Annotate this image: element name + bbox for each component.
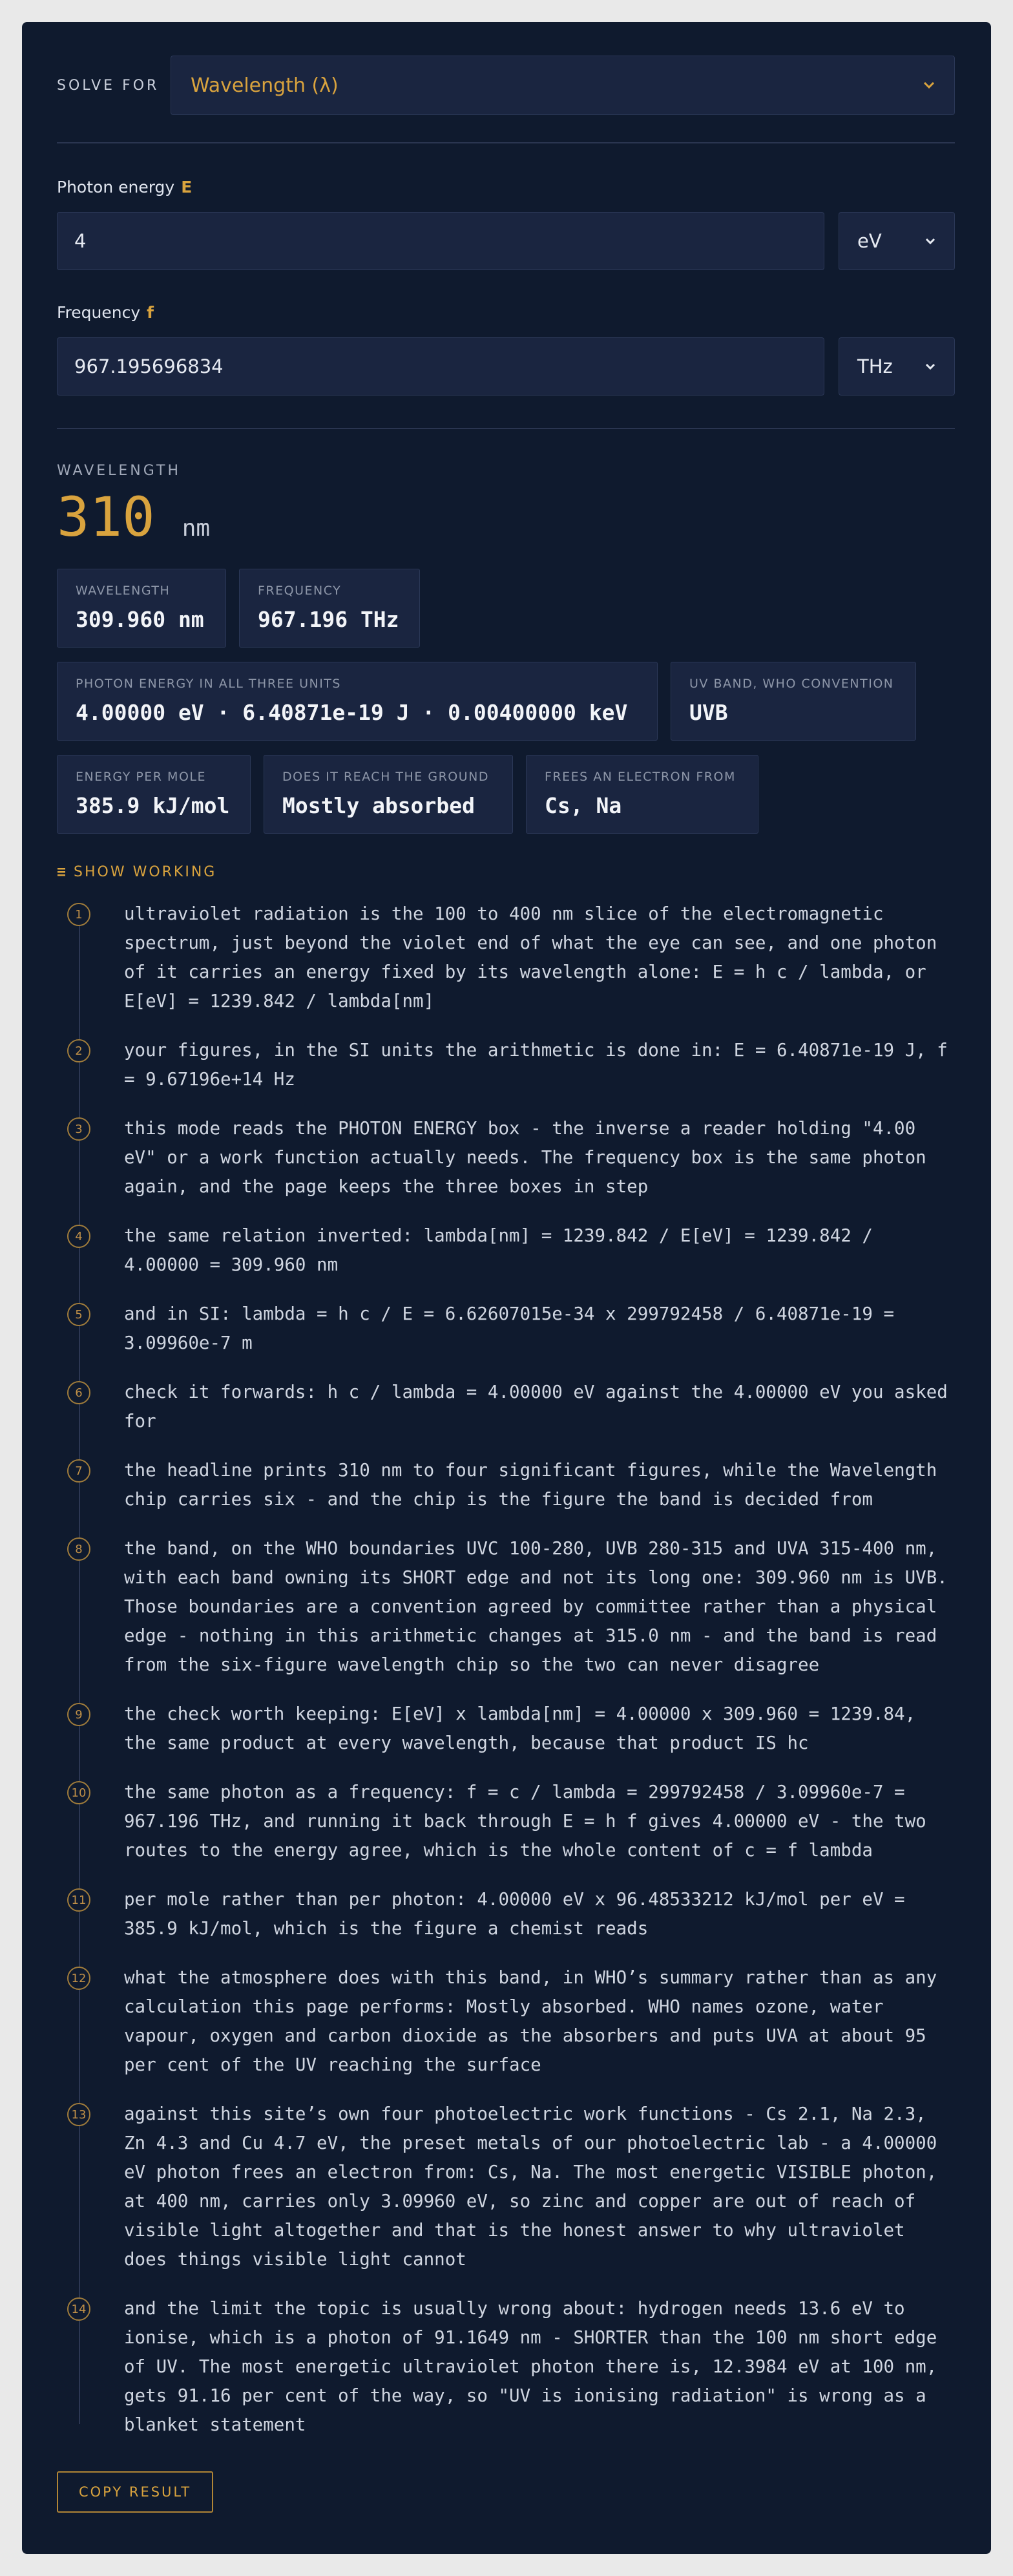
- step-number: 8: [67, 1537, 90, 1561]
- step-text: what the atmosphere does with this band, in WHO’s summary rather than as any calculation this page performs: Mostly absorbed. WHO names ozone, water vapour, oxygen and carbon dioxide as the absorbers and puts UVA at about 95 per cent of the UV reaching the surface: [124, 1967, 948, 2075]
- chip-value: Cs, Na: [545, 793, 622, 818]
- solve-for-row: [57, 56, 955, 115]
- chevron-down-icon: [919, 76, 939, 95]
- result-value: 310: [57, 485, 155, 549]
- working-step: [57, 1036, 959, 1094]
- show-working-label: SHOW WORKING: [74, 863, 217, 880]
- step-number: 14: [67, 2297, 90, 2321]
- chip-label: WAVELENGTH: [76, 584, 171, 598]
- chip-row: [57, 755, 955, 834]
- photon-energy-chip: [57, 662, 658, 741]
- working-step: [57, 1700, 955, 1758]
- photon-energy-input-row: [57, 212, 955, 270]
- step-text: and in SI: lambda = h c / E = 6.62607015e-34 x 299792458 / 6.40871e-19 = 3.09960e-7 m: [124, 1304, 905, 1353]
- working-step: [57, 1885, 955, 1943]
- chip-value: Mostly absorbed: [282, 793, 475, 818]
- working-step: [57, 1456, 955, 1514]
- step-number: 12: [67, 1967, 90, 1990]
- show-working-toggle[interactable]: [57, 862, 955, 882]
- reach-ground-chip: [264, 755, 513, 834]
- step-number: 11: [67, 1888, 90, 1912]
- photon-energy-unit-value: eV: [857, 230, 882, 252]
- step-number: 9: [67, 1703, 90, 1726]
- calculator-panel: [22, 22, 991, 2554]
- step-number: 4: [67, 1225, 90, 1248]
- chip-value: 385.9 kJ/mol: [76, 793, 230, 818]
- wavelength-chip: [57, 569, 226, 648]
- photon-energy-symbol: E: [181, 178, 193, 196]
- chevron-down-icon: [921, 231, 940, 251]
- step-text: and the limit the topic is usually wrong about: hydrogen needs 13.6 eV to ionise, which is a photon of 91.1649 nm - SHORTER than the 100 nm short edge of UV. The most energetic ultraviolet photon there is, 12.3984 eV at 100 nm, gets 91.16 per cent of the way, so "UV is ionising radiation" is wrong as a blanket statement: [124, 2298, 948, 2435]
- photon-energy-label-text: Photon energy: [57, 178, 175, 196]
- chevron-down-icon: [921, 357, 940, 376]
- chip-label: ENERGY PER MOLE: [76, 770, 206, 784]
- divider: [57, 428, 955, 429]
- frequency-label-text: Frequency: [57, 303, 141, 322]
- chip-label: PHOTON ENERGY IN ALL THREE UNITS: [76, 677, 341, 691]
- solve-for-value: Wavelength (λ): [191, 74, 339, 97]
- result-section: [57, 461, 955, 549]
- frequency-unit-select[interactable]: [839, 337, 955, 396]
- uv-band-chip: [671, 662, 916, 741]
- chip-value: 967.196 THz: [258, 607, 399, 632]
- step-text: your figures, in the SI units the arithmetic is done in: E = 6.40871e-19 J, f = 9.67196e+14 Hz: [124, 1040, 959, 1090]
- chip-value: UVB: [689, 700, 728, 725]
- working-step: [57, 1221, 955, 1280]
- frequency-input-row: [57, 337, 955, 396]
- photon-energy-group: [57, 176, 955, 270]
- step-text: the same photon as a frequency: f = c / lambda = 299792458 / 3.09960e-7 = 967.196 THz, and running it back through E = h f gives 4.00000 eV - the two routes to the energy agree, which is the whole content of c = f lambda: [124, 1782, 937, 1861]
- frequency-chip: [239, 569, 420, 648]
- step-number: 10: [67, 1781, 90, 1804]
- working-step: [57, 1378, 959, 1436]
- solve-for-select[interactable]: [171, 56, 955, 115]
- step-text: the check worth keeping: E[eV] x lambda[nm] = 4.00000 x 309.960 = 1239.84, the same product at every wavelength, because that product IS hc: [124, 1704, 926, 1753]
- chip-row: [57, 662, 955, 741]
- step-number: 3: [67, 1117, 90, 1141]
- energy-per-mole-chip: [57, 755, 251, 834]
- working-step: [57, 1300, 955, 1358]
- chip-value: 309.960 nm: [76, 607, 204, 632]
- step-text: this mode reads the PHOTON ENERGY box - the inverse a reader holding "4.00 eV" or a work function actually needs. The frequency box is the same photon again, and the page keeps the three boxes in step: [124, 1118, 937, 1197]
- copy-result-button[interactable]: COPY RESULT: [57, 2471, 213, 2513]
- chip-value: 4.00000 eV · 6.40871e-19 J · 0.00400000 keV: [76, 700, 628, 725]
- step-text: ultraviolet radiation is the 100 to 400 nm slice of the electromagnetic spectrum, just beyond the violet end of what the eye can see, and one photon of it carries an energy fixed by its wavelength alone: E = h c / lambda, or E[eV] = 1239.842 / lambda[nm]: [124, 903, 948, 1011]
- step-number: 2: [67, 1039, 90, 1062]
- frequency-label: [57, 301, 955, 324]
- step-number: 1: [67, 903, 90, 926]
- chip-label: FREES AN ELECTRON FROM: [545, 770, 736, 784]
- working-step: [57, 1963, 955, 2080]
- step-number: 13: [67, 2103, 90, 2126]
- working-step: [57, 1114, 955, 1201]
- list-icon: [57, 865, 67, 878]
- frequency-group: [57, 301, 955, 396]
- chip-label: DOES IT REACH THE GROUND: [282, 770, 489, 784]
- working-step: [57, 1778, 955, 1865]
- photon-energy-unit-select[interactable]: [839, 212, 955, 270]
- frees-electron-chip: [526, 755, 758, 834]
- frequency-input[interactable]: 967.195696834: [57, 337, 824, 396]
- step-number: 5: [67, 1303, 90, 1326]
- solve-for-label: SOLVE FOR: [57, 77, 160, 94]
- step-text: the headline prints 310 nm to four significant figures, while the Wavelength chip carries six - and the chip is the figure the band is decided from: [124, 1460, 948, 1510]
- working-step: [57, 900, 955, 1016]
- frequency-symbol: f: [147, 303, 154, 322]
- frequency-unit-value: THz: [857, 355, 893, 377]
- chip-label: FREQUENCY: [258, 584, 342, 598]
- step-number: 7: [67, 1459, 90, 1483]
- working-step: [57, 2100, 955, 2274]
- step-text: the band, on the WHO boundaries UVC 100-280, UVB 280-315 and UVA 315-400 nm, with each band owning its SHORT edge and not its long one: 309.960 nm is UVB. Those boundaries are a convention agreed by committee rather than a physical edge - nothing in this arithmetic changes at 315.0 nm - and the band is read from the six-figure wavelength chip so the two can never disagree: [124, 1538, 959, 1675]
- working-steps: [57, 900, 959, 2440]
- working-step: [57, 1534, 959, 1680]
- working-step: [57, 2294, 955, 2440]
- result-unit: nm: [182, 515, 211, 542]
- step-text: the same relation inverted: lambda[nm] = 1239.842 / E[eV] = 1239.842 / 4.00000 = 309.960 nm: [124, 1225, 884, 1275]
- result-headline: [57, 485, 955, 549]
- chip-row: [57, 569, 955, 648]
- step-text: against this site’s own four photoelectric work functions - Cs 2.1, Na 2.3, Zn 4.3 and Cu 4.7 eV, the preset metals of our photoelectric lab - a 4.00000 eV photon frees an electron from: Cs, Na. The most energetic VISIBLE photon, at 400 nm, carries only 3.09960 eV, so zinc and copper are out of reach of visible light altogether and that is the honest answer to why ultraviolet does things visible light cannot: [124, 2104, 948, 2270]
- divider: [57, 142, 955, 143]
- photon-energy-input[interactable]: 4: [57, 212, 824, 270]
- step-number: 6: [67, 1381, 90, 1404]
- photon-energy-label: [57, 176, 955, 199]
- result-title: WAVELENGTH: [57, 463, 182, 479]
- chip-label: UV BAND, WHO CONVENTION: [689, 677, 894, 691]
- step-text: per mole rather than per photon: 4.00000 eV x 96.48533212 kJ/mol per eV = 385.9 kJ/mol, which is the figure a chemist reads: [124, 1889, 916, 1939]
- step-text: check it forwards: h c / lambda = 4.00000 eV against the 4.00000 eV you asked for: [124, 1382, 959, 1431]
